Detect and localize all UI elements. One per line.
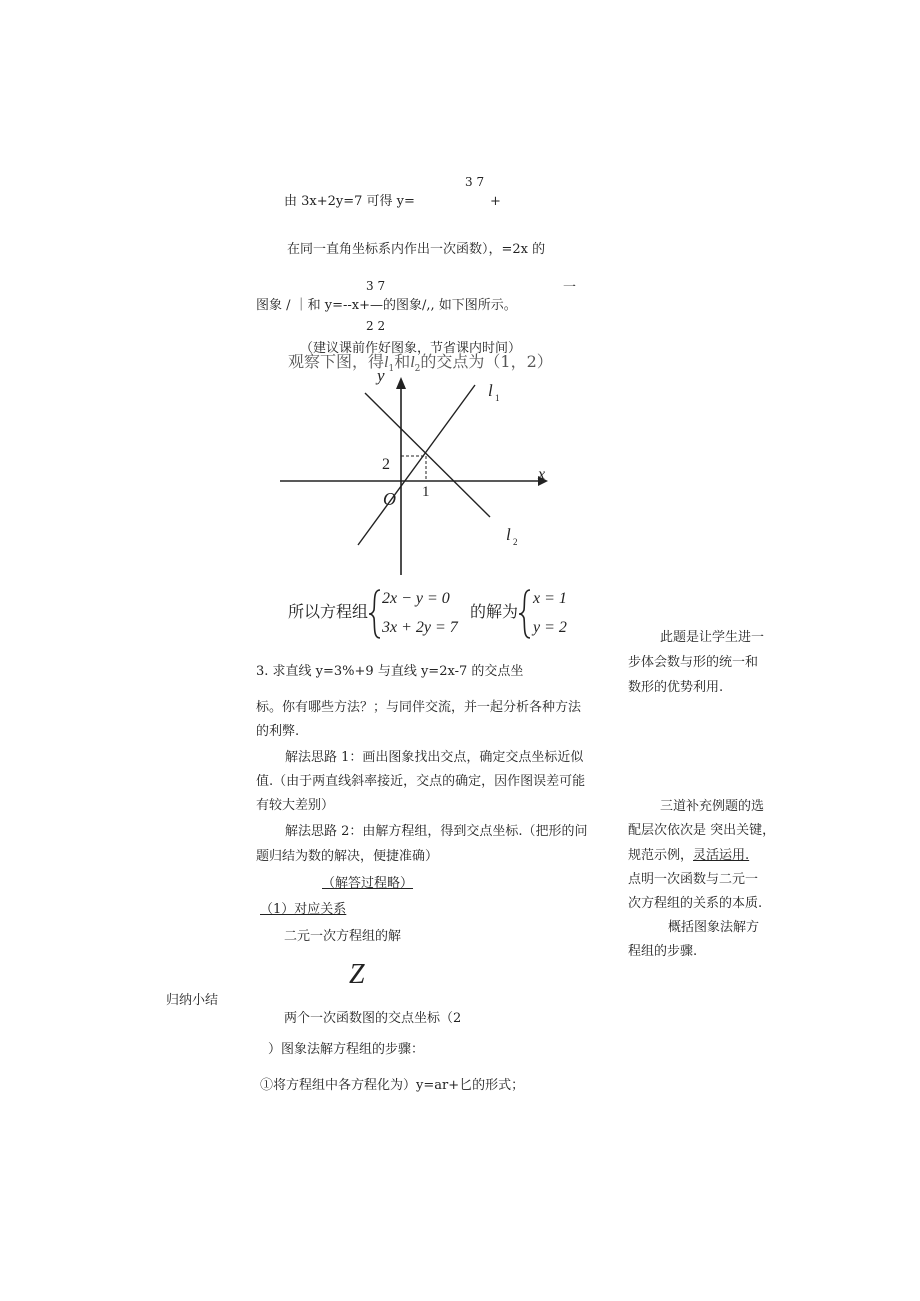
steps-heading: ）图象法解方程组的步骤： [268,1042,425,1057]
tick-label-2: 2 [382,456,390,473]
fraction-numerators-2: 3 7 [366,279,386,293]
system-label: 所以方程组 [288,602,369,621]
solution-y: y = 2 [533,619,567,636]
y-axis-arrow [396,377,406,389]
method-2-line-2: 题归结为数的解决，便捷准确） [256,849,439,864]
side-note-2-line-5: 次方程组的关系的本质. [628,896,763,911]
step-1: ①将方程组中各方程化为）y=ar+匕的形式； [260,1078,525,1093]
l1-label: l [488,381,493,400]
question-3-line-2: 标。你有哪些方法？；与同伴交流，并一起分析各种方法 [256,700,582,715]
side-note-1-line-3: 数形的优势利用. [628,680,724,695]
system-equation-a: 2x − y = 0 [382,590,450,607]
equation-line-1: 由 3x+2y=7 可得 y= [284,194,415,209]
equation-plus: + [490,194,501,209]
l2-subscript: 2 [513,537,518,547]
solution-label: 的解为 [470,602,519,621]
observe-tail: 的交点为（1，2） [420,352,553,371]
question-3-line-3: 的利弊. [256,724,300,739]
solution-x: x = 1 [533,590,567,607]
side-note-3-line-2: 程组的步骤. [628,944,698,959]
line-l1 [358,385,475,545]
left-brace-solution [518,588,532,640]
text-line-3: 图象 / ｜和 y=--x+—的图象/,, 如下图所示。 [256,298,517,313]
side-note-2-line-3 [628,848,749,864]
system-solution-label: 二元一次方程组的解 [284,929,402,944]
side-note-3-line-1: 概括图象法解方 [668,920,760,935]
l2-label: l [506,525,511,544]
side-note-2-underlined: 灵活运用. [693,848,750,863]
x-axis-label: x [538,466,546,483]
tick-label-1: 1 [422,484,430,500]
fraction-denominators-2: 2 2 [366,319,386,333]
dash-mark: 一 [563,280,577,295]
method-1-line-1: 解法思路 1：画出图象找出交点，确定交点坐标近似 [285,750,584,765]
observe-and: 和 [394,352,411,371]
correspondence-heading: （1）对应关系 [260,902,347,917]
method-1-line-2: 值.（由于两直线斜率接近，交点的确定，因作图误差可能 [256,774,586,789]
intersection-line: 两个一次函数图的交点坐标（2 [284,1011,462,1026]
system-equation-b: 3x + 2y = 7 [382,619,458,636]
summary-heading: 归纳小结 [166,993,219,1008]
side-note-2-line-4: 点明一次函数与二元一 [628,872,759,887]
observe-text: 观察下图，得 [288,352,385,371]
omitted-solution-note: （解答过程略） [322,876,414,891]
observe-line: 观察下图，得$l_1$和$l_2$的交点为（1，2） [288,352,553,375]
suggestion-note: （建议课前作好图象，节省课内时间） [300,341,522,356]
origin-label: O [383,489,396,509]
side-note-2-line-2: 配层次依次是 突出关键， [628,823,776,838]
side-note-1-line-1: 此题是让学生进一 [660,630,765,645]
method-2-line-1: 解法思路 2：由解方程组，得到交点坐标.（把形的问 [285,824,588,839]
question-3: 3. 求直线 y=3%+9 与直线 y=2x-7 的交点坐 [256,664,524,679]
side-note-2-line-1: 三道补充例题的选 [660,799,765,814]
z-mark: Z [349,959,365,990]
text-line-2: 在同一直角坐标系内作出一次函数），=2x 的 [287,242,546,257]
side-note-2-text: 规范示例， [628,848,694,863]
method-1-line-3: 有较大差别） [256,798,335,813]
coordinate-graph [270,365,570,580]
side-note-1-line-2: 步体会数与形的统一和 [628,655,759,670]
left-brace-system [368,588,382,640]
y-axis-label: y [377,366,385,385]
fraction-numerators-1: 3 7 [465,175,485,189]
l1-subscript: 1 [495,393,500,403]
